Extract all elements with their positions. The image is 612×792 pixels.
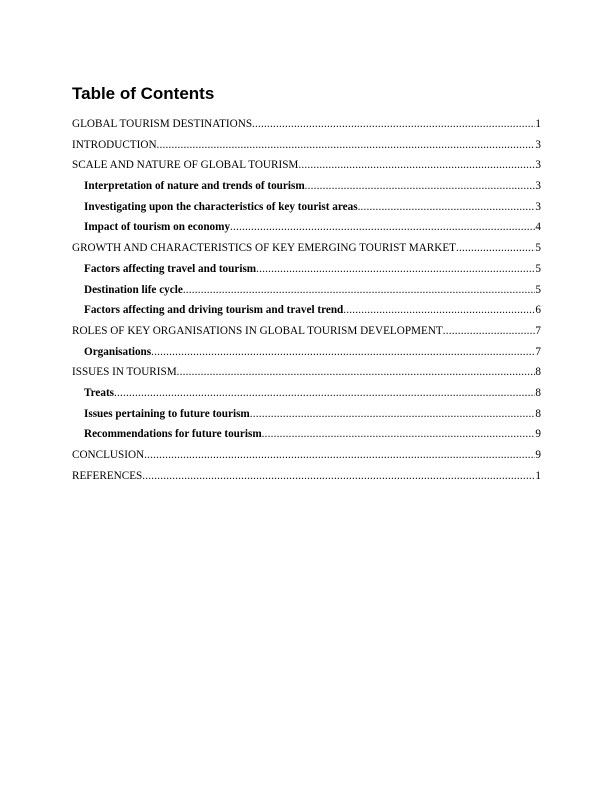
toc-entry-text: Factors affecting travel and tourism <box>84 262 257 275</box>
toc-entry-text: Organisations <box>84 345 152 358</box>
toc-list <box>72 114 541 486</box>
toc-page-number: 6 <box>535 304 541 317</box>
toc-entry-text: Factors affecting and driving tourism and travel trend <box>84 304 344 317</box>
toc-entry[interactable] <box>72 362 541 383</box>
toc-entry[interactable] <box>72 321 541 342</box>
toc-page-number: 5 <box>535 283 541 296</box>
toc-page-number: 3 <box>535 159 541 172</box>
toc-dot-leader <box>443 321 536 342</box>
toc-page-number: 4 <box>535 221 541 234</box>
toc-page-number: 3 <box>535 138 541 151</box>
toc-page-number: 9 <box>535 449 541 461</box>
toc-entry[interactable] <box>72 300 541 321</box>
toc-dot-leader <box>262 424 536 445</box>
toc-entry[interactable] <box>72 135 541 156</box>
toc-page-number: 8 <box>535 386 541 399</box>
toc-entry[interactable] <box>72 155 541 176</box>
toc-entry-text: Issues pertaining to future tourism <box>84 407 250 420</box>
toc-entry[interactable] <box>72 424 541 445</box>
toc-dot-leader <box>183 280 536 301</box>
toc-dot-leader <box>298 155 535 176</box>
toc-dot-leader <box>114 383 535 404</box>
toc-dot-leader <box>252 114 535 135</box>
toc-entry[interactable] <box>72 114 541 135</box>
toc-entry[interactable] <box>72 176 541 197</box>
toc-entry[interactable] <box>72 404 541 425</box>
toc-dot-leader <box>256 259 535 280</box>
toc-page-number: 3 <box>535 180 541 193</box>
toc-entry[interactable] <box>72 280 541 301</box>
toc-entry[interactable] <box>72 445 541 466</box>
toc-entry-text: INTRODUCTION <box>72 138 157 151</box>
toc-dot-leader <box>151 342 535 363</box>
toc-page-number: 1 <box>535 469 541 482</box>
toc-dot-leader <box>177 362 536 383</box>
toc-entry-text: ISSUES IN TOURISM <box>72 366 177 379</box>
toc-entry-text: SCALE AND NATURE OF GLOBAL TOURISM <box>72 159 299 172</box>
toc-entry-text: REFERENCES <box>72 469 143 482</box>
toc-page-number: 5 <box>535 262 541 275</box>
toc-entry[interactable] <box>72 466 541 487</box>
toc-dot-leader <box>230 217 535 238</box>
toc-dot-leader <box>157 135 536 156</box>
toc-dot-leader <box>305 176 536 197</box>
toc-entry[interactable] <box>72 259 541 280</box>
toc-page-number: 7 <box>535 345 541 358</box>
toc-entry[interactable] <box>72 383 541 404</box>
toc-dot-leader <box>144 445 535 466</box>
toc-dot-leader <box>456 238 535 259</box>
toc-page-number: 8 <box>535 366 541 379</box>
toc-dot-leader <box>343 300 535 321</box>
toc-page-number: 8 <box>535 407 541 420</box>
toc-entry[interactable] <box>72 238 541 259</box>
toc-entry-text: ROLES OF KEY ORGANISATIONS IN GLOBAL TOURISM DEVELOPMENT <box>72 324 443 337</box>
toc-dot-leader <box>142 466 535 487</box>
toc-title: Table of Contents <box>72 84 215 103</box>
toc-page-number: 1 <box>535 118 541 130</box>
toc-entry-text: GROWTH AND CHARACTERISTICS OF KEY EMERGING TOURIST MARKET <box>72 242 457 255</box>
toc-entry-text: Destination life cycle <box>84 283 183 296</box>
toc-page-number: 5 <box>535 242 541 255</box>
toc-entry-text: Investigating upon the characteristics of key tourist areas <box>84 200 358 213</box>
toc-entry[interactable] <box>72 197 541 218</box>
toc-page-number: 9 <box>535 428 541 441</box>
toc-entry-text: Treats <box>84 386 115 399</box>
toc-dot-leader <box>358 197 536 218</box>
toc-entry[interactable] <box>72 217 541 238</box>
toc-page-number: 7 <box>535 324 541 337</box>
toc-entry-text: GLOBAL TOURISM DESTINATIONS <box>72 118 253 130</box>
toc-dot-leader <box>250 404 536 425</box>
toc-entry-text: Recommendations for future tourism <box>84 428 262 441</box>
toc-entry-text: Interpretation of nature and trends of tourism <box>84 180 305 193</box>
toc-entry[interactable] <box>72 342 541 363</box>
toc-entry-text: CONCLUSION <box>72 449 145 461</box>
toc-entry-text: Impact of tourism on economy <box>84 221 231 234</box>
toc-page-number: 3 <box>535 200 541 213</box>
